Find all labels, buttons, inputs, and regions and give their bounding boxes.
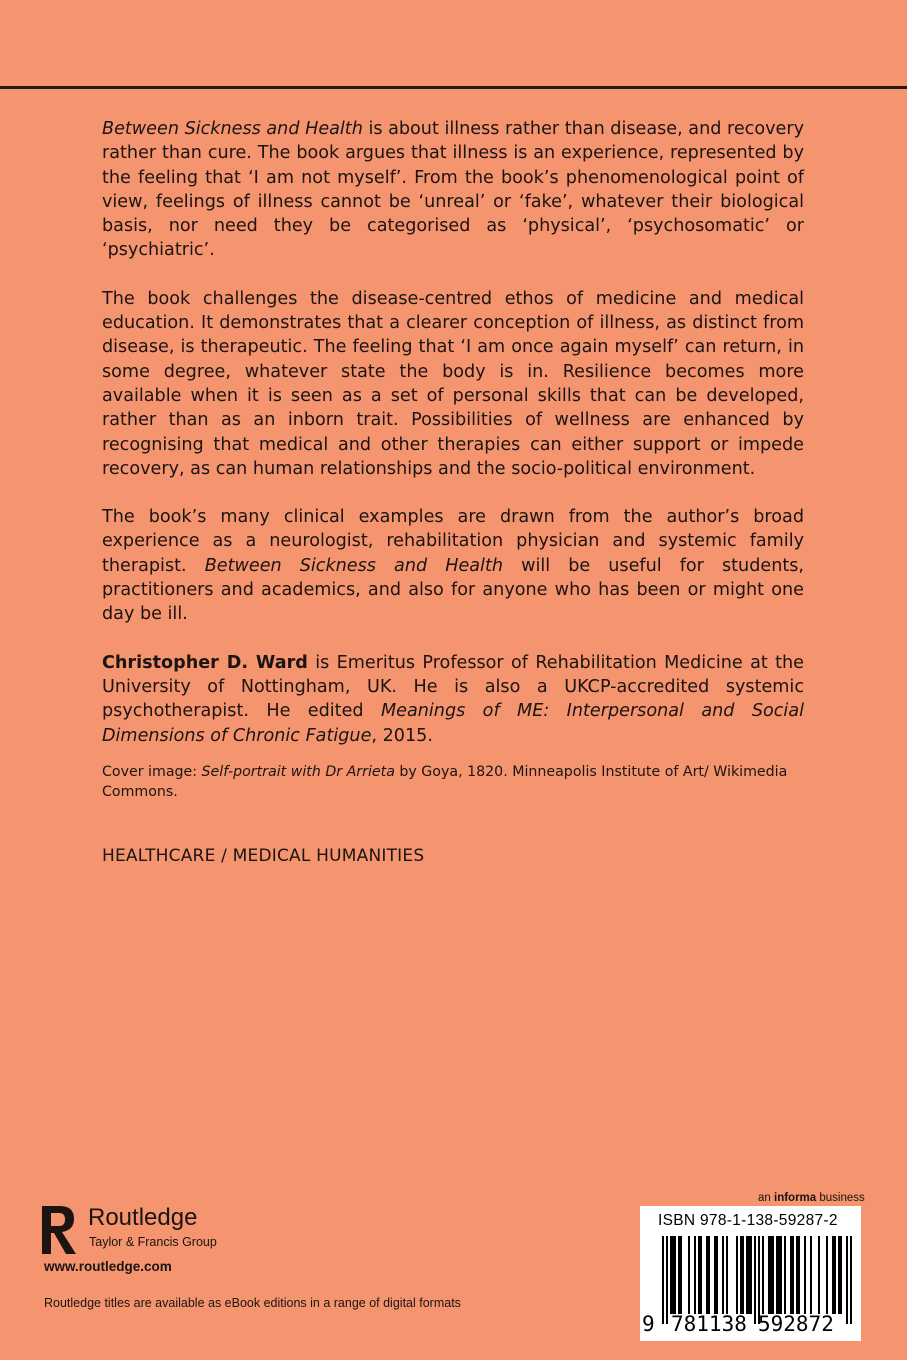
barcode-bar (708, 1236, 710, 1314)
informa-tagline: an informa business (758, 1192, 865, 1204)
barcode-bar (796, 1236, 798, 1314)
barcode-bar (722, 1236, 724, 1314)
barcode-bar (818, 1236, 820, 1314)
back-cover-text (102, 117, 804, 826)
barcode-bar (762, 1236, 764, 1314)
barcode-bar (826, 1236, 828, 1314)
paragraph-examples: The book’s many clinical examples are drawn from the author’s broad experience as a neurologist, rehabilitation physician and systemic family therapist. Between Sickness and Health will be useful for students, practitioners and academics, and also for anyone who has been or might one day be ill. (102, 507, 805, 625)
barcode-bar (838, 1236, 840, 1314)
barcode-bar (746, 1236, 748, 1314)
barcode-bar (790, 1236, 792, 1314)
ebook-note: Routledge titles are available as eBook editions in a range of digital formats (44, 1296, 461, 1310)
barcode-bar (706, 1236, 708, 1314)
barcode-bar (850, 1236, 852, 1324)
author-name: Christopher D. Ward (102, 652, 308, 673)
barcode-bar (672, 1236, 674, 1314)
barcode-bar (792, 1236, 794, 1314)
barcode-bar (810, 1236, 812, 1314)
barcode-bar (662, 1236, 664, 1324)
barcode-bar (678, 1236, 680, 1314)
barcode-digits-left: 781138 (671, 1312, 747, 1336)
barcode-bar (750, 1236, 752, 1314)
barcode-bar (840, 1236, 842, 1314)
cover-image-credit: Cover image: Self-portrait with Dr Arrieta by Goya, 1820. Minneapolis Institute of Art/ Wikimedia Commons. (102, 763, 788, 800)
barcode-bar (804, 1236, 806, 1314)
barcode-bar (748, 1236, 750, 1314)
barcode-bar (714, 1236, 716, 1314)
top-rule (0, 86, 907, 89)
routledge-logo (40, 1202, 240, 1262)
barcode-bar (680, 1236, 682, 1314)
barcode-bar (834, 1236, 836, 1314)
barcode-bar (772, 1236, 774, 1314)
book-title-italic: Between Sickness and Health (102, 119, 363, 139)
barcode-bar (754, 1236, 756, 1324)
paragraph-intro: Between Sickness and Health is about illness rather than disease, and recovery rather than cure. The book argues that illness is an experience, represented by the feeling that ‘I am not myself’. From the book’s phenomenological point of view, feelings of illness cannot be ‘unreal’ or ‘fake’, whatever their biological basis, nor need they be categorised as ‘physical’, ‘psychosomatic’ or ‘psychiatric’. (102, 119, 804, 261)
barcode-bar (776, 1236, 778, 1314)
barcode-bar (758, 1236, 760, 1324)
barcode-bar (768, 1236, 770, 1314)
edited-book-title: Meanings of ME: Interpersonal and Social Dimensions of Chronic Fatigue (102, 701, 804, 746)
barcode-bar (740, 1236, 742, 1314)
barcode-bar (832, 1236, 834, 1314)
barcode-bar (666, 1236, 668, 1324)
barcode-digit-first: 9 (642, 1312, 655, 1336)
book-title-italic: Between Sickness and Health (204, 555, 503, 576)
publisher-name: Routledge (88, 1204, 198, 1231)
barcode-bar (784, 1236, 786, 1314)
barcode-bar (694, 1236, 696, 1314)
barcode-bar (846, 1236, 848, 1324)
subject-category: HEALTHCARE / MEDICAL HUMANITIES (102, 846, 425, 866)
routledge-r-icon (40, 1204, 80, 1256)
barcode-bar (670, 1236, 672, 1314)
barcode-bar (726, 1236, 728, 1314)
barcode-bar (698, 1236, 700, 1314)
publisher-website[interactable]: www.routledge.com (44, 1259, 172, 1274)
barcode-bar (742, 1236, 744, 1314)
barcode-digits-right: 592872 (758, 1312, 834, 1336)
barcode-bar (700, 1236, 702, 1314)
publisher-group: Taylor & Francis Group (89, 1235, 217, 1249)
isbn-label: ISBN 978-1-138-59287-2 (658, 1212, 838, 1229)
barcode-bar (688, 1236, 690, 1314)
barcode-bar (770, 1236, 772, 1314)
barcode-bar (674, 1236, 676, 1314)
author-bio: Christopher D. Ward is Emeritus Professor of Rehabilitation Medicine at the University of Nottingham, UK. He is also a UKCP-accredited systemic psychotherapist. He edited Meanings of ME: Interpersonal and Social Dimensions of Chronic Fatigue, 2015. (102, 652, 804, 746)
paragraph-challenge: The book challenges the disease-centred ethos of medicine and medical education. It demonstrates that a clearer conception of illness, as distinct from disease, is therapeutic. The feeling that ‘I am once again myself’ can return, in some degree, whatever state the body is in. Resilience becomes more available when it is seen as a set of personal skills that can be developed, rather than as an inborn trait. Possibilities of wellness are enhanced by recognising that medical and other therapies can either support or impede recovery, as can human relationships and the socio-political environment. (102, 288, 804, 479)
barcode-bar (736, 1236, 738, 1314)
barcode-bar (780, 1236, 782, 1314)
barcode-bar (778, 1236, 780, 1314)
barcode-bar (798, 1236, 800, 1314)
barcode-bar (716, 1236, 718, 1314)
isbn-barcode (640, 1206, 861, 1341)
